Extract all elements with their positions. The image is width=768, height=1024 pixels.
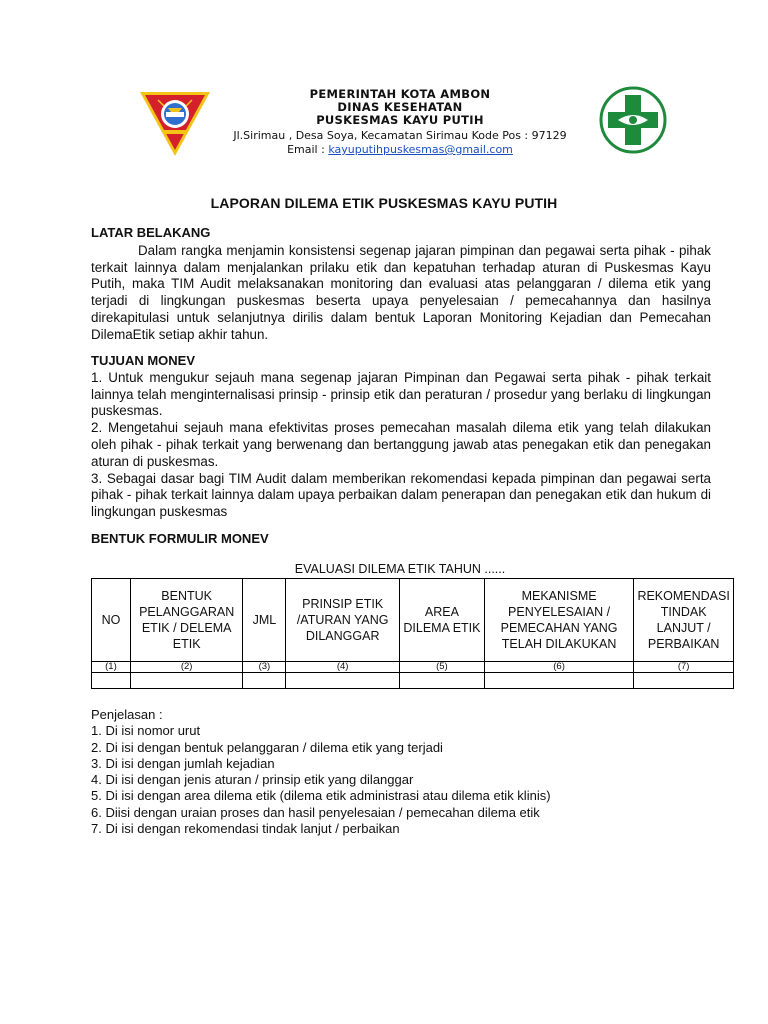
letterhead-line-1: PEMERINTAH KOTA AMBON bbox=[309, 87, 491, 101]
table-caption: EVALUASI DILEMA ETIK TAHUN ...... bbox=[294, 562, 506, 576]
penjelasan-heading: Penjelasan : bbox=[91, 707, 163, 722]
column-header-no: NO bbox=[92, 579, 131, 662]
penjelasan-item: 3. Di isi dengan jumlah kejadian bbox=[91, 755, 275, 771]
column-number: (3) bbox=[243, 662, 286, 673]
empty-cell[interactable] bbox=[286, 673, 400, 689]
document-title: LAPORAN DILEMA ETIK PUSKESMAS KAYU PUTIH bbox=[210, 195, 558, 211]
penjelasan-item: 4. Di isi dengan jenis aturan / prinsip etik yang dilanggar bbox=[91, 772, 414, 788]
section-bentuk-formulir bbox=[91, 531, 711, 548]
latar-heading: LATAR BELAKANG bbox=[91, 225, 211, 240]
table-header-row bbox=[92, 579, 734, 662]
puskesmas-cross-emblem bbox=[598, 86, 668, 154]
column-number: (4) bbox=[286, 662, 400, 673]
section-penjelasan bbox=[91, 707, 711, 837]
penjelasan-item: 1. Di isi nomor urut bbox=[91, 723, 201, 739]
penjelasan-item: 5. Di isi dengan area dilema etik (dilema etik administrasi atau dilema etik klinis) bbox=[91, 788, 551, 804]
letterhead-address: Jl.Sirimau , Desa Soya, Kecamatan Sirimau Kode Pos : 97129 bbox=[233, 129, 567, 142]
column-header-rekomendasi: REKOMENDASI TINDAK LANJUT / PERBAIKAN bbox=[634, 579, 734, 662]
letterhead bbox=[200, 88, 600, 157]
penjelasan-item: 7. Di isi dengan rekomendasi tindak lanjut / perbaikan bbox=[91, 821, 400, 837]
empty-cell[interactable] bbox=[634, 673, 734, 689]
tujuan-item-2: 2. Mengetahui sejauh mana efektivitas proses pemecahan masalah dilema etik yang telah dilakukan oleh pihak - pihak terkait yang berwenang dan bertanggung jawab atas penegakan etik dan penegakan aturan di puskesmas. bbox=[91, 420, 711, 469]
column-number: (1) bbox=[92, 662, 131, 673]
email-link[interactable]: kayuputihpuskesmas@gmail.com bbox=[328, 143, 513, 156]
penjelasan-item: 6. Diisi dengan uraian proses dan hasil penyelesaian / pemecahan dilema etik bbox=[91, 804, 540, 820]
column-header-prinsip: PRINSIP ETIK /ATURAN YANG DILANGGAR bbox=[286, 579, 400, 662]
evaluasi-table bbox=[91, 578, 734, 689]
bentuk-heading: BENTUK FORMULIR MONEV bbox=[91, 531, 269, 546]
penjelasan-item: 2. Di isi dengan bentuk pelanggaran / dilema etik yang terjadi bbox=[91, 739, 443, 755]
section-latar-belakang bbox=[91, 225, 711, 344]
column-header-jml: JML bbox=[243, 579, 286, 662]
letterhead-line-2: DINAS KESEHATAN bbox=[337, 100, 463, 114]
email-label: Email : bbox=[287, 143, 329, 156]
column-header-bentuk: BENTUK PELANGGARAN ETIK / DELEMA ETIK bbox=[130, 579, 243, 662]
section-tujuan-monev bbox=[91, 353, 711, 521]
empty-cell[interactable] bbox=[130, 673, 243, 689]
empty-cell[interactable] bbox=[399, 673, 484, 689]
latar-paragraph: Dalam rangka menjamin konsistensi segenap jajaran pimpinan dan pegawai serta pihak - pihak terkait lainnya dalam menjalankan prilaku etik dan kepatuhan terhadap aturan di Puskesmas Kayu Putih, maka TIM Audit melaksanakan monitoring dan evaluasi atas pelanggaran / dilema etik yang terjadi di lingkungan puskesmas beserta upaya penyelesaian / pemecahannya dan hasilnya direkapitulasi untuk selanjutnya dirilis dalam bentuk Laporan Monitoring Kejadian dan Pemecahan DilemaEtik setiap akhir tahun. bbox=[91, 242, 711, 342]
empty-cell[interactable] bbox=[243, 673, 286, 689]
empty-cell[interactable] bbox=[92, 673, 131, 689]
table-row-empty bbox=[92, 673, 734, 689]
letterhead-line-3: PUSKESMAS KAYU PUTIH bbox=[316, 113, 484, 127]
column-number: (6) bbox=[484, 662, 633, 673]
letterhead-email-line bbox=[200, 143, 600, 157]
tujuan-heading: TUJUAN MONEV bbox=[91, 353, 196, 368]
empty-cell[interactable] bbox=[484, 673, 633, 689]
column-header-area: AREA DILEMA ETIK bbox=[399, 579, 484, 662]
tujuan-item-1: 1. Untuk mengukur sejauh mana segenap jajaran Pimpinan dan Pegawai serta pihak - pihak terkait lainnya telah menginternalisasi prinsip - prinsip etik dan peraturan / prosedur yang berlaku di lingkungan puskesmas. bbox=[91, 369, 711, 419]
column-header-mekanisme: MEKANISME PENYELESAIAN / PEMECAHAN YANG TELAH DILAKUKAN bbox=[484, 579, 633, 662]
column-number: (7) bbox=[634, 662, 734, 673]
column-number: (2) bbox=[130, 662, 243, 673]
column-number: (5) bbox=[399, 662, 484, 673]
column-number-row bbox=[92, 662, 734, 673]
tujuan-item-3: 3. Sebagai dasar bagi TIM Audit dalam memberikan rekomendasi kepada pimpinan dan pegawai serta pihak - pihak terkait lainnya dalam upaya perbaikan dalam penerapan dan penegakan etik dan hukum di lingkungan puskesmas bbox=[91, 470, 711, 520]
